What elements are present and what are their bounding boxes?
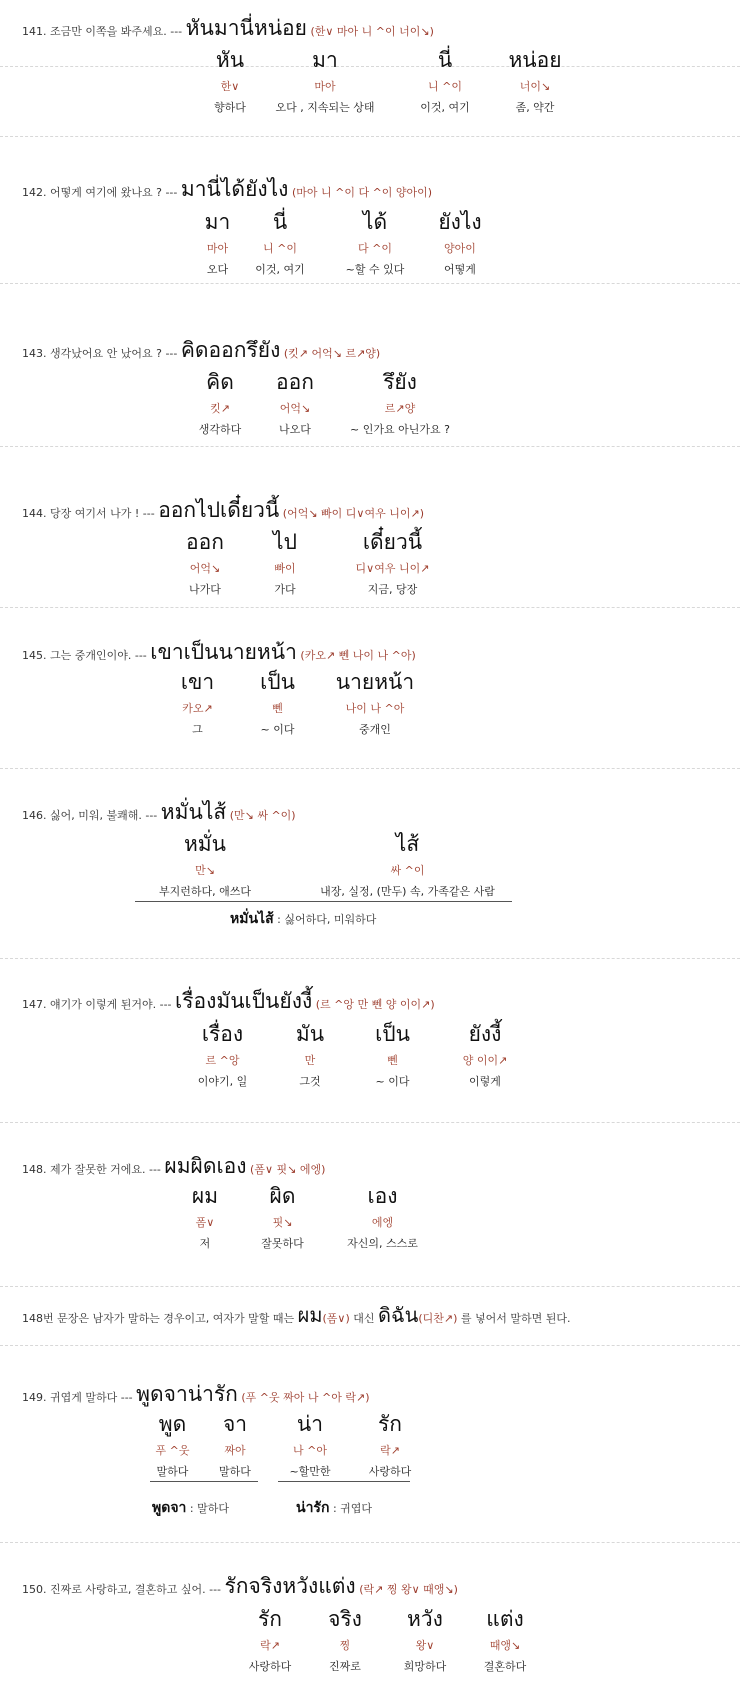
word-pronunciation: 왕∨ [415,1639,435,1652]
entry-title [22,12,434,45]
word-pronunciation: 싸 ^이 [390,864,425,877]
word-thai: เป็น [260,670,295,694]
entry-question: 싫어, 미워, 불쾌해. --- [50,809,158,822]
word-pronunciation: 락↗ [380,1444,400,1457]
word-meaning: 중개인 [359,723,391,736]
compound-meaning: : 귀엽다 [332,1502,373,1515]
note-text: 148번 문장은 남자가 말하는 경우이고, 여자가 말할 때는 [22,1312,298,1325]
word-thai: ไส้ [395,832,420,856]
entry-reading: (푸 ^웃 짜아 나 ^아 락↗) [241,1391,370,1404]
compound-thai: น่ารัก [296,1500,330,1516]
entry-number: 143. [22,347,47,360]
word-block [335,368,465,438]
word-pronunciation: 짜아 [224,1444,246,1457]
entry-reading: (카오↗ 뻰 나이 나 ^아) [300,649,416,662]
word-meaning: 어떻게 [444,263,476,276]
divider [0,1122,740,1123]
word-thai: หมั่น [183,832,227,856]
word-block [245,668,310,738]
word-thai: เดี๋ยวนี้ [362,530,423,554]
word-block [190,208,245,278]
word-block [425,208,495,278]
note-reading: (폼∨) [322,1312,350,1325]
divider [0,1286,740,1287]
word-thai: มา [312,48,338,72]
word-pronunciation: 만 [304,1054,316,1067]
word-meaning: 그것 [299,1075,321,1088]
word-meaning: 오다 , 지속되는 상태 [275,101,375,114]
word-thai: เป็น [375,1022,410,1046]
word-thai: ออก [186,530,224,554]
word-pronunciation: 다 ^이 [358,242,392,255]
entry-question: 귀엽게 말하다 --- [50,1391,133,1404]
word-block [260,46,390,116]
word-meaning: 부지런하다, 애쓰다 [158,885,251,898]
word-block [240,208,320,278]
compound-note [296,1497,372,1519]
entry-number: 141. [22,25,47,38]
divider [0,136,740,137]
word-pronunciation: 뻰 [387,1054,398,1067]
word-pronunciation: 디∨여우 니이↗ [355,562,430,575]
entry-thai-phrase: รักจริงหวังแต่ง [224,1574,356,1598]
word-meaning: 사랑하다 [368,1465,412,1478]
word-pronunciation: 나 ^아 [293,1444,327,1457]
word-thai: เขา [180,670,215,694]
word-pronunciation: 킷↗ [210,402,230,415]
word-block [325,1182,440,1252]
entry-reading: (폼∨ 핏↘ 에엥) [250,1163,326,1176]
word-meaning: 결혼하다 [483,1660,527,1673]
word-block [355,1410,425,1480]
underline [135,901,512,902]
divider [0,446,740,447]
entry-thai-phrase: พูดจาน่ารัก [136,1382,238,1406]
word-pronunciation: 뻰 [272,702,283,715]
compound-meaning: : 싫어하다, 미워하다 [277,913,377,926]
note-text: 대신 [349,1312,379,1325]
word-meaning: 가다 [274,583,296,596]
word-meaning: 잘못하다 [261,1237,304,1250]
word-meaning: 이것, 여기 [255,263,305,276]
entry-question: 그는 중개인이야. --- [50,649,147,662]
word-block [255,528,315,598]
word-block [205,1410,265,1480]
entry-question: 생각났어요 안 났어요 ? --- [50,347,178,360]
entry-question: 제가 잘못한 거에요. --- [50,1163,161,1176]
entry-title [22,796,296,829]
word-thai: แต่ง [486,1607,524,1631]
note-text: 를 넣어서 말하면 된다. [457,1312,571,1325]
word-block [405,46,485,116]
divider [0,1345,740,1346]
entry-title [22,494,424,527]
word-pronunciation: 락↗ [260,1639,280,1652]
word-thai: ผิด [269,1184,296,1208]
word-block [135,830,275,900]
word-meaning: 이야기, 일 [197,1075,248,1088]
word-meaning: 나오다 [279,423,311,436]
word-pronunciation: 폼∨ [195,1216,215,1229]
word-pronunciation: 마아 [314,80,336,93]
word-thai: คิด [206,370,234,394]
entry-number: 150. [22,1583,47,1596]
word-pronunciation: 마아 [206,242,229,255]
word-pronunciation: 푸 ^웃 [155,1444,190,1457]
word-block [245,1182,320,1252]
entry-number: 146. [22,809,47,822]
word-thai: พูด [158,1412,187,1436]
word-block [195,46,265,116]
entry-number: 149. [22,1391,47,1404]
word-meaning: 희망하다 [403,1660,447,1673]
word-block [495,46,575,116]
word-pronunciation: 빠이 [274,562,296,575]
word-meaning: 자신의, 스스로 [347,1237,418,1250]
entry-thai-phrase: คิดออกรึยัง [180,338,281,362]
word-meaning: 진짜로 [329,1660,361,1673]
word-thai: ผม [191,1184,219,1208]
entry-title [22,1570,458,1603]
entry-thai-phrase: หมั่นไส้ [160,800,227,824]
word-meaning: 내장, 실정, (만두) 속, 가족같은 사람 [320,885,495,898]
word-block [140,1410,205,1480]
entry-thai-phrase: ผมผิดเอง [164,1154,247,1178]
entry-reading: (킷↗ 어억↘ 르↗양) [283,347,381,360]
entry-reading: (마아 니 ^이 다 ^이 양아이) [291,186,433,199]
entry-thai-phrase: เขาเป็นนายหน้า [150,640,297,664]
word-thai: นี่ [272,210,288,234]
word-thai: รัก [378,1412,402,1436]
word-block [440,1020,530,1090]
word-block [330,208,420,278]
word-pronunciation: 르↗양 [384,402,416,415]
word-pronunciation: 에엥 [371,1216,394,1229]
word-thai: หัน [215,48,245,72]
note-reading: (디찬↗) [418,1312,458,1325]
word-meaning: 생각하다 [198,423,242,436]
entry-number: 144. [22,507,47,520]
entry-title [22,173,432,206]
word-block [260,368,330,438]
word-thai: จริง [328,1607,362,1631]
word-pronunciation: 르 ^앙 [205,1054,240,1067]
word-thai: รัก [258,1607,282,1631]
entry-reading: (한∨ 마아 니 ^이 너이↘) [310,25,434,38]
word-meaning: 말하다 [156,1465,189,1478]
divider [0,1542,740,1543]
word-thai: ไป [273,530,297,554]
word-thai: เรื่อง [201,1022,244,1046]
word-block [335,528,450,598]
divider [0,958,740,959]
underline [278,1481,410,1482]
word-pronunciation: 어억↘ [279,402,311,415]
entry-thai-phrase: มานี่ได้ยังไง [180,177,289,201]
word-block [160,668,235,738]
divider [0,283,740,284]
entry-reading: (만↘ 싸 ^이) [229,809,296,822]
word-meaning: 저 [199,1237,211,1250]
entry-question: 당장 여기서 나가 ! --- [50,507,155,520]
compound-meaning: : 말하다 [189,1502,229,1515]
word-thai: มา [204,210,231,234]
word-pronunciation: 찡 [339,1639,351,1652]
entry-thai-phrase: ออกไปเดี๋ยวนี้ [158,498,280,522]
entry-question: 조금만 이쪽을 봐주세요. --- [50,25,183,38]
word-thai: หวัง [407,1607,443,1631]
underline [150,1481,258,1482]
entry-title [22,1378,370,1411]
word-block [300,830,515,900]
word-thai: ออก [276,370,314,394]
word-pronunciation: 양 이이↗ [462,1054,508,1067]
word-block [175,1182,235,1252]
divider [0,607,740,608]
word-block [275,1410,345,1480]
entry-title [22,334,380,367]
word-meaning: 이것, 여기 [420,101,470,114]
compound-thai: หมั่นไส้ [230,911,274,927]
word-pronunciation: 때앵↘ [489,1639,521,1652]
word-pronunciation: 한∨ [220,80,240,93]
word-block [355,1020,430,1090]
word-meaning: 사랑하다 [248,1660,292,1673]
entry-title [22,985,435,1018]
word-block [180,1020,265,1090]
entry-reading: (어억↘ 빠이 디∨여우 니이↗) [282,507,424,520]
note-thai-word: ดิฉัน [378,1303,419,1327]
word-thai: ได้ [362,210,388,234]
word-pronunciation: 니 ^이 [428,80,462,93]
entry-thai-phrase: หันมานี่หน่อย [185,16,307,40]
word-pronunciation: 양아이 [444,242,476,255]
word-pronunciation: 너이↘ [519,80,551,93]
word-thai: ยังไง [438,210,482,234]
word-thai: นี่ [437,48,453,72]
compound-note [152,1497,229,1519]
word-meaning: 그 [192,723,203,736]
divider [0,768,740,769]
word-meaning: 좀, 약간 [515,101,555,114]
entry-number: 142. [22,186,47,199]
note-thai-word: ผม [297,1303,323,1327]
usage-note [22,1299,571,1331]
word-block [465,1605,545,1675]
word-meaning: ~할 수 있다 [345,263,405,276]
entry-question: 진짜로 사랑하고, 결혼하고 싶어. --- [50,1583,222,1596]
word-thai: จา [222,1412,248,1436]
word-block [320,668,430,738]
entry-reading: (락↗ 찡 왕∨ 때앵↘) [359,1583,458,1596]
word-block [385,1605,465,1675]
word-thai: นายหน้า [335,670,415,694]
word-meaning: ~ 인가요 아닌가요 ? [350,423,450,436]
word-pronunciation: 핏↘ [272,1216,293,1229]
word-meaning: ~할만한 [289,1465,331,1478]
word-block [235,1605,305,1675]
entry-title [22,1150,325,1183]
word-pronunciation: 니 ^이 [263,242,297,255]
word-thai: รึยัง [383,370,417,394]
entry-question: 어떻게 여기에 왔나요 ? --- [50,186,178,199]
entry-thai-phrase: เรื่องมันเป็นยังงี้ [175,989,313,1013]
word-meaning: 향하다 [214,101,246,114]
word-meaning: 이렇게 [469,1075,501,1088]
entry-title [22,636,416,669]
word-pronunciation: 어억↘ [189,562,221,575]
word-meaning: ~ 이다 [260,723,295,736]
compound-thai: พูดจา [152,1500,187,1516]
word-thai: มัน [295,1022,325,1046]
entry-question: 얘기가 이렇게 된거야. --- [50,998,172,1011]
word-pronunciation: 만↘ [195,864,215,877]
compound-note [230,908,376,930]
word-block [180,368,260,438]
word-thai: น่า [296,1412,324,1436]
word-pronunciation: 카오↗ [182,702,213,715]
entry-number: 147. [22,998,47,1011]
word-thai: หน่อย [508,48,562,72]
word-meaning: 지금, 당장 [367,583,418,596]
word-meaning: 말하다 [219,1465,251,1478]
entry-number: 148. [22,1163,47,1176]
word-block [310,1605,380,1675]
word-block [280,1020,340,1090]
word-meaning: ~ 이다 [375,1075,410,1088]
word-thai: เอง [367,1184,398,1208]
word-block [170,528,240,598]
entry-reading: (르 ^앙 만 뻰 양 이이↗) [315,998,435,1011]
entry-number: 145. [22,649,47,662]
word-meaning: 오다 [206,263,229,276]
word-meaning: 나가다 [189,583,221,596]
word-pronunciation: 나이 나 ^아 [345,702,405,715]
word-thai: ยังงี้ [468,1022,502,1046]
